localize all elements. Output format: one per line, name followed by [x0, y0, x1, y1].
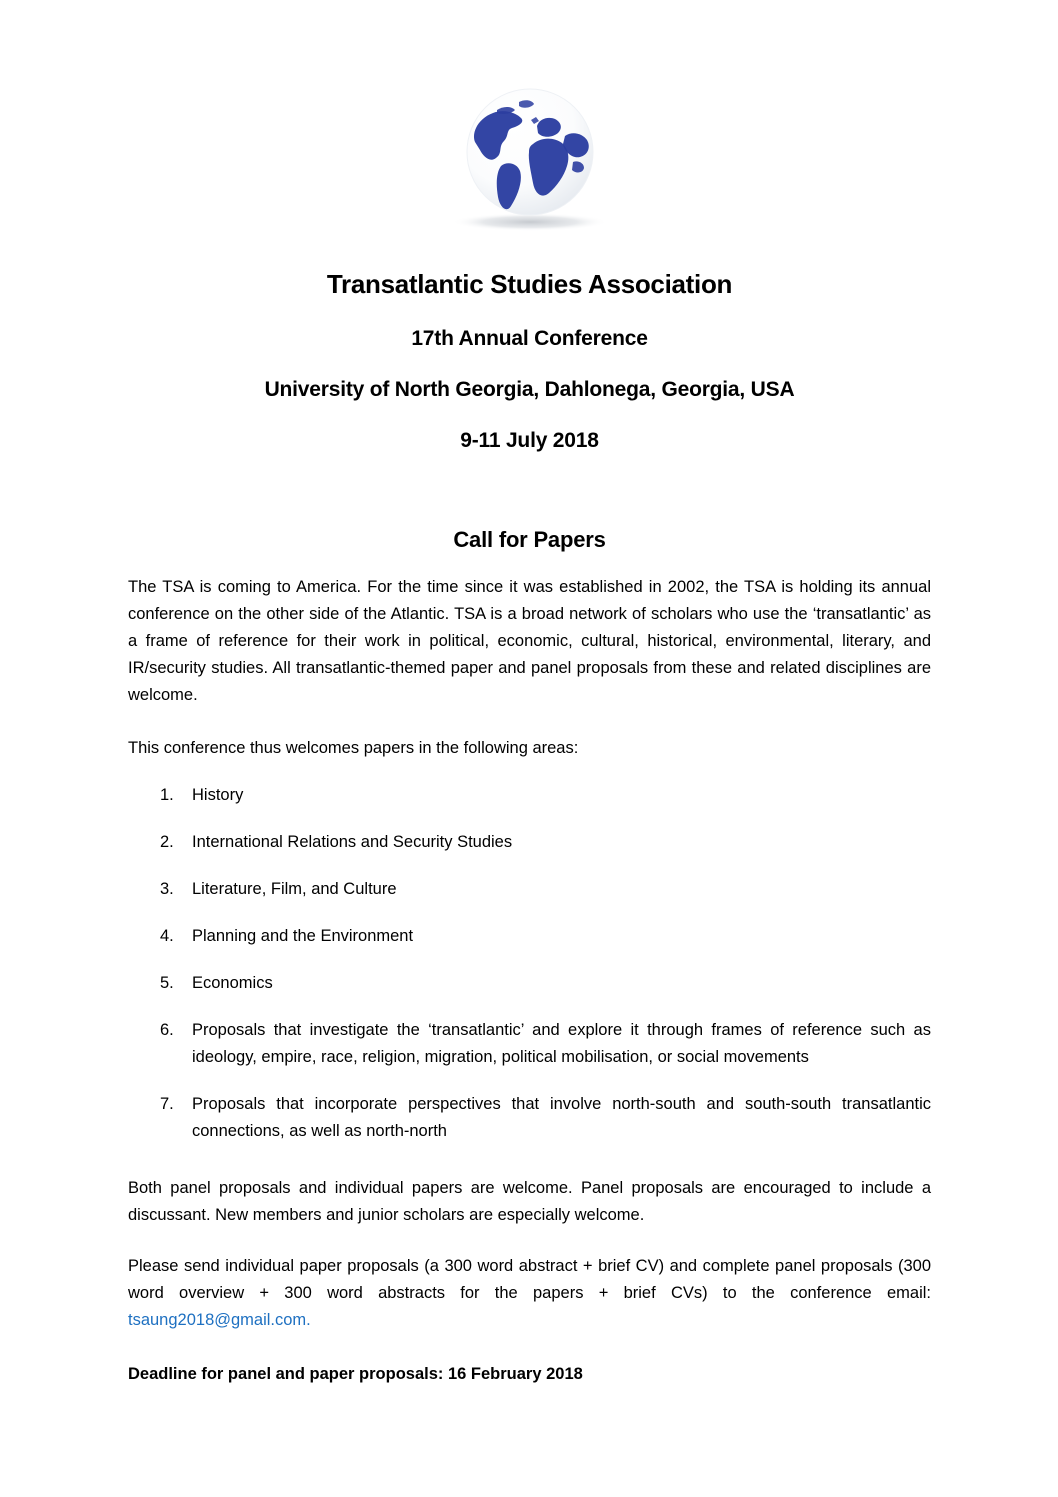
list-item-number: 3. — [160, 880, 174, 898]
page-title: Transatlantic Studies Association — [326, 269, 733, 299]
list-item — [160, 970, 931, 997]
email-link[interactable]: tsaung2018@gmail.com. — [128, 1311, 311, 1329]
area-list — [160, 782, 931, 1145]
list-item-text: Planning and the Environment — [192, 927, 414, 945]
list-item-text: Proposals that incorporate perspectives that involve north-south and south-south transatlantic connections, as well as north-north — [192, 1095, 931, 1140]
list-item — [160, 1017, 931, 1071]
list-item-number: 6. — [160, 1021, 174, 1039]
list-intro: This conference thus welcomes papers in the following areas: — [128, 739, 579, 757]
list-item-text: Literature, Film, and Culture — [192, 880, 397, 898]
list-item-number: 7. — [160, 1095, 174, 1113]
subtitle-conference: 17th Annual Conference — [411, 327, 648, 350]
subtitle-dates: 9-11 July 2018 — [460, 429, 599, 452]
list-item-text: Proposals that investigate the ‘transatlantic’ and explore it through frames of reference such as ideology, empire, race, religion, migration, political mobilisation, or social movements — [192, 1021, 931, 1066]
subtitle-venue: University of North Georgia, Dahlonega, Georgia, USA — [264, 378, 795, 401]
list-item-number: 2. — [160, 833, 174, 851]
submission-paragraph — [128, 1253, 931, 1334]
list-item-number: 1. — [160, 786, 174, 804]
list-item-text: History — [192, 786, 244, 804]
list-item — [160, 782, 931, 809]
list-item-text: International Relations and Security Studies — [192, 833, 513, 851]
list-item — [160, 923, 931, 950]
logo-container — [128, 0, 931, 241]
list-item-number: 5. — [160, 974, 174, 992]
section-heading-call-for-papers: Call for Papers — [453, 527, 606, 552]
panels-paragraph: Both panel proposals and individual papers are welcome. Panel proposals are encouraged to include a discussant. New members and junior scholars are especially welcome. — [128, 1179, 931, 1224]
globe-icon — [445, 86, 615, 236]
intro-paragraph: The TSA is coming to America. For the time since it was established in 2002, the TSA is holding its annual conference on the other side of the Atlantic. TSA is a broad network of scholars who use the ‘transatlantic’ as a frame of reference for their work in political, economic, cultural, historical, environmental, literary, and IR/security studies. All transatlantic-themed paper and panel proposals from these and related disciplines are welcome. — [128, 578, 931, 704]
submission-paragraph-text: Please send individual paper proposals (a 300 word abstract + brief CV) and complete panel proposals (300 word overview + 300 word abstracts for the papers + brief CVs) to the conference email: — [128, 1257, 931, 1302]
deadline-text: Deadline for panel and paper proposals: 16 February 2018 — [128, 1365, 583, 1383]
list-item — [160, 1091, 931, 1145]
list-item-text: Economics — [192, 974, 273, 992]
list-item — [160, 829, 931, 856]
list-item-number: 4. — [160, 927, 174, 945]
list-item — [160, 876, 931, 903]
